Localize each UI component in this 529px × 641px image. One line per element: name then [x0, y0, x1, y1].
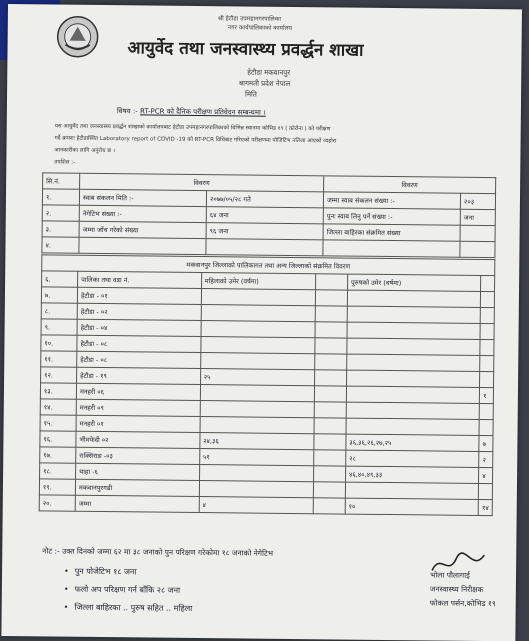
table-cell	[347, 290, 480, 307]
table-cell: पालिका तथा वडा नं.	[78, 271, 202, 288]
location-province: बागमती प्रदेश नेपाल	[239, 79, 291, 88]
table-cell: स्वाब संकलन मिति :-	[79, 189, 206, 206]
table-cell	[316, 274, 348, 290]
table-cell	[347, 306, 480, 323]
table-cell: हेटौडा - ०८	[77, 335, 201, 352]
table-cell	[479, 483, 493, 499]
table-cell: थाहा -६	[76, 463, 200, 480]
table-cell: ३६,३६,२६,२७,२५	[346, 434, 479, 451]
table-cell: ४	[479, 467, 493, 483]
table-cell: नेगेटिभ संख्या :-	[79, 205, 206, 222]
table-cell	[479, 419, 493, 435]
district-table	[39, 254, 496, 516]
table-cell: १.	[42, 189, 79, 205]
table-cell	[345, 482, 478, 499]
table-cell	[346, 370, 479, 387]
table-cell: जम्मा स्वाब संकलन संख्या :-	[323, 192, 460, 209]
table-cell	[346, 418, 479, 435]
table-cell: ९६ जना	[206, 223, 323, 240]
table-cell	[479, 403, 493, 419]
table-cell	[314, 434, 346, 450]
table-cell	[313, 498, 345, 514]
table-cell	[347, 338, 480, 355]
table-cell: हेटौडा - ०४	[77, 319, 201, 336]
table-cell	[201, 289, 316, 306]
table-cell	[199, 465, 314, 482]
table-cell: २०३	[460, 193, 495, 209]
table-cell	[347, 354, 480, 371]
table-cell: हेटौडा - ०१	[77, 287, 201, 304]
table-cell	[199, 481, 314, 498]
table-cell	[315, 290, 347, 306]
table-cell	[460, 241, 495, 257]
table-cell	[347, 322, 480, 339]
table-cell	[314, 418, 346, 434]
table-cell: मकवानपुरगढी	[75, 479, 199, 496]
table-cell	[206, 239, 323, 256]
table-cell: २०.	[39, 495, 75, 511]
table-cell	[315, 322, 347, 338]
table-cell: महिलाको उमेर (वर्षमा)	[201, 273, 316, 290]
table-row	[39, 495, 492, 516]
table-cell: २.	[42, 205, 79, 221]
header-office-line2: नगर कार्यपालिकाको कार्यालय	[227, 24, 293, 32]
table-cell: १०.	[41, 335, 77, 351]
table-cell: जम्मा जाँच गरेको संख्या	[79, 221, 206, 238]
table-cell: हेटौडा - ०८	[77, 351, 201, 368]
table-cell	[201, 305, 316, 322]
table-cell	[480, 307, 494, 323]
body-para-2: गर्दै क्रमशः हेटौडास्थित Laboratory report of COVID -19 को RT-PCR विधिबाट गरिएको परीक्षणमा पोजिटिभ नतिजा आएको व्यहोरा	[54, 135, 337, 145]
table-cell: ७	[479, 435, 493, 451]
table-cell: १६.	[40, 431, 76, 447]
table-cell: १५.	[40, 415, 76, 431]
table-cell: १४	[478, 499, 492, 515]
table-cell	[480, 323, 494, 339]
table-cell: १८.	[40, 463, 76, 479]
location-city: हेटौडा मकवानपुर	[247, 68, 291, 77]
table-cell	[315, 338, 347, 354]
table-cell: ११.	[41, 351, 77, 367]
table-cell	[460, 225, 495, 241]
table-cell	[323, 240, 460, 257]
table-cell: सि.नं.	[43, 173, 80, 189]
table-cell: ८.	[41, 303, 77, 319]
table-cell	[314, 386, 346, 402]
table-cell: ६.	[42, 271, 78, 287]
table-cell: जिल्ला बाहिरका संक्रमित संख्या	[323, 224, 460, 241]
bullet-item: • पुन पोजेटिभ १८ जना	[64, 563, 193, 582]
bullet-item: • फलो अप परिक्षण गर्न बाँकि २८ जना	[64, 581, 193, 600]
table-cell	[200, 353, 315, 370]
table-cell: ४.	[42, 237, 79, 253]
signature-block	[430, 568, 496, 611]
body-para-4: तपशिल :-	[54, 159, 76, 166]
table-cell	[480, 355, 494, 371]
table-cell	[315, 354, 347, 370]
table-cell: ५१	[199, 449, 314, 466]
signatory-name: भोला पौलागाई	[430, 570, 470, 580]
table-cell: १९.	[39, 479, 75, 495]
table-cell: २५	[200, 369, 315, 386]
table-cell: मनहरी ०६	[76, 383, 200, 400]
table-cell: १	[480, 387, 494, 403]
table-cell: जम्मा	[75, 495, 199, 512]
table-cell	[481, 291, 495, 307]
subject-label: विषय :-	[116, 107, 138, 116]
table-cell: जना	[460, 209, 495, 225]
header-office-line1: श्री हेटौडा उपमहानगरपालिका	[217, 15, 281, 23]
table-cell	[314, 402, 346, 418]
summary-table	[41, 172, 496, 258]
table-cell: भीमफेदी ०२	[76, 431, 200, 448]
nepal-emblem-icon	[55, 15, 99, 59]
table-cell: १३.	[40, 383, 76, 399]
table-cell	[314, 466, 346, 482]
table-cell: ७.	[41, 287, 77, 303]
table-cell	[313, 482, 345, 498]
footer-bullets	[64, 563, 193, 618]
table-cell	[200, 385, 315, 402]
table-cell	[480, 371, 494, 387]
table-cell: २८	[346, 450, 479, 467]
subject-line	[117, 107, 266, 118]
table-cell: हेटौडा - ०२	[77, 303, 201, 320]
table-section-title: मकवानपुर जिल्लाको पालिकागत तथा अन्य जिल्लाको संक्रमित विवरण	[42, 255, 495, 276]
table-cell	[315, 370, 347, 386]
body-para-1: यस आयुर्वेद तथा जनस्वास्थ्य प्रवर्द्धन शाखाको कार्यालयबाट हेटौडा उपमहानगरपालिकाको विभिन्न स्थानमा कोभिड १९ ( कोरोना ) को परीक्षण	[54, 123, 331, 133]
table-cell: १२.	[41, 367, 77, 383]
table-cell	[481, 275, 495, 291]
table-cell	[314, 450, 346, 466]
location-date: मिति	[245, 90, 257, 99]
table-cell: १०	[345, 498, 478, 515]
table-cell	[201, 337, 316, 354]
table-cell	[201, 321, 316, 338]
table-cell: विवरण	[80, 173, 324, 192]
table-cell	[200, 401, 315, 418]
table-cell: पुनः स्वाब लिनु पर्ने संख्या :-	[323, 208, 460, 225]
table-cell	[480, 339, 494, 355]
table-cell: २४,३६	[200, 433, 315, 450]
table-cell: ४	[199, 497, 314, 514]
table-cell: मनहरी ०९	[76, 399, 200, 416]
signatory-role: फोकल पर्सन,कोभिड १९	[429, 598, 496, 609]
table-cell: ९.	[41, 319, 77, 335]
table-cell: ३.	[42, 221, 79, 237]
table-cell: ६४ जना	[206, 207, 323, 224]
table-cell	[79, 237, 206, 254]
signatory-title: जनस्वास्थ्य निरीक्षक	[429, 584, 484, 595]
table-cell	[200, 417, 315, 434]
page-title: आयुर्वेद तथा जनस्वास्थ्य प्रवर्द्धन शाखा	[127, 38, 364, 61]
subject-text: RT-PCR को दैनिक परीक्षण प्रतिवेदन सम्बन्धमा ।	[139, 107, 266, 117]
table-cell	[315, 306, 347, 322]
table-cell: मनहरी ०१	[76, 415, 200, 432]
table-cell: विवरण	[324, 176, 496, 194]
table-cell: पुरुषको उमेर (वर्षमा)	[347, 274, 480, 291]
table-cell: राक्सिराङ -०३	[76, 447, 200, 464]
table-cell: १४.	[40, 399, 76, 415]
table-cell: हेटौडा - १९	[77, 367, 201, 384]
table-cell	[346, 402, 479, 419]
footer-note: नोट :- उक्त दिनको जम्मा ६२ मा ३८ जनाको पुन परिक्षण गरेकोमा १८ जनाको नेगेटिभ	[42, 546, 274, 558]
body-para-3: जानकारीका लागि अनुरोध छ ।	[54, 147, 115, 155]
table-cell	[346, 386, 479, 403]
document-page	[1, 4, 522, 641]
table-cell: ४६,४०,४९,३३	[345, 466, 478, 483]
table-cell: २०७७/०५/२८ गते	[206, 191, 323, 208]
table-cell: १७.	[40, 447, 76, 463]
table-cell: २	[479, 451, 493, 467]
bullet-item: • जिल्ला बाहिरका .. पुरुष सहित .. महिला	[64, 599, 193, 618]
